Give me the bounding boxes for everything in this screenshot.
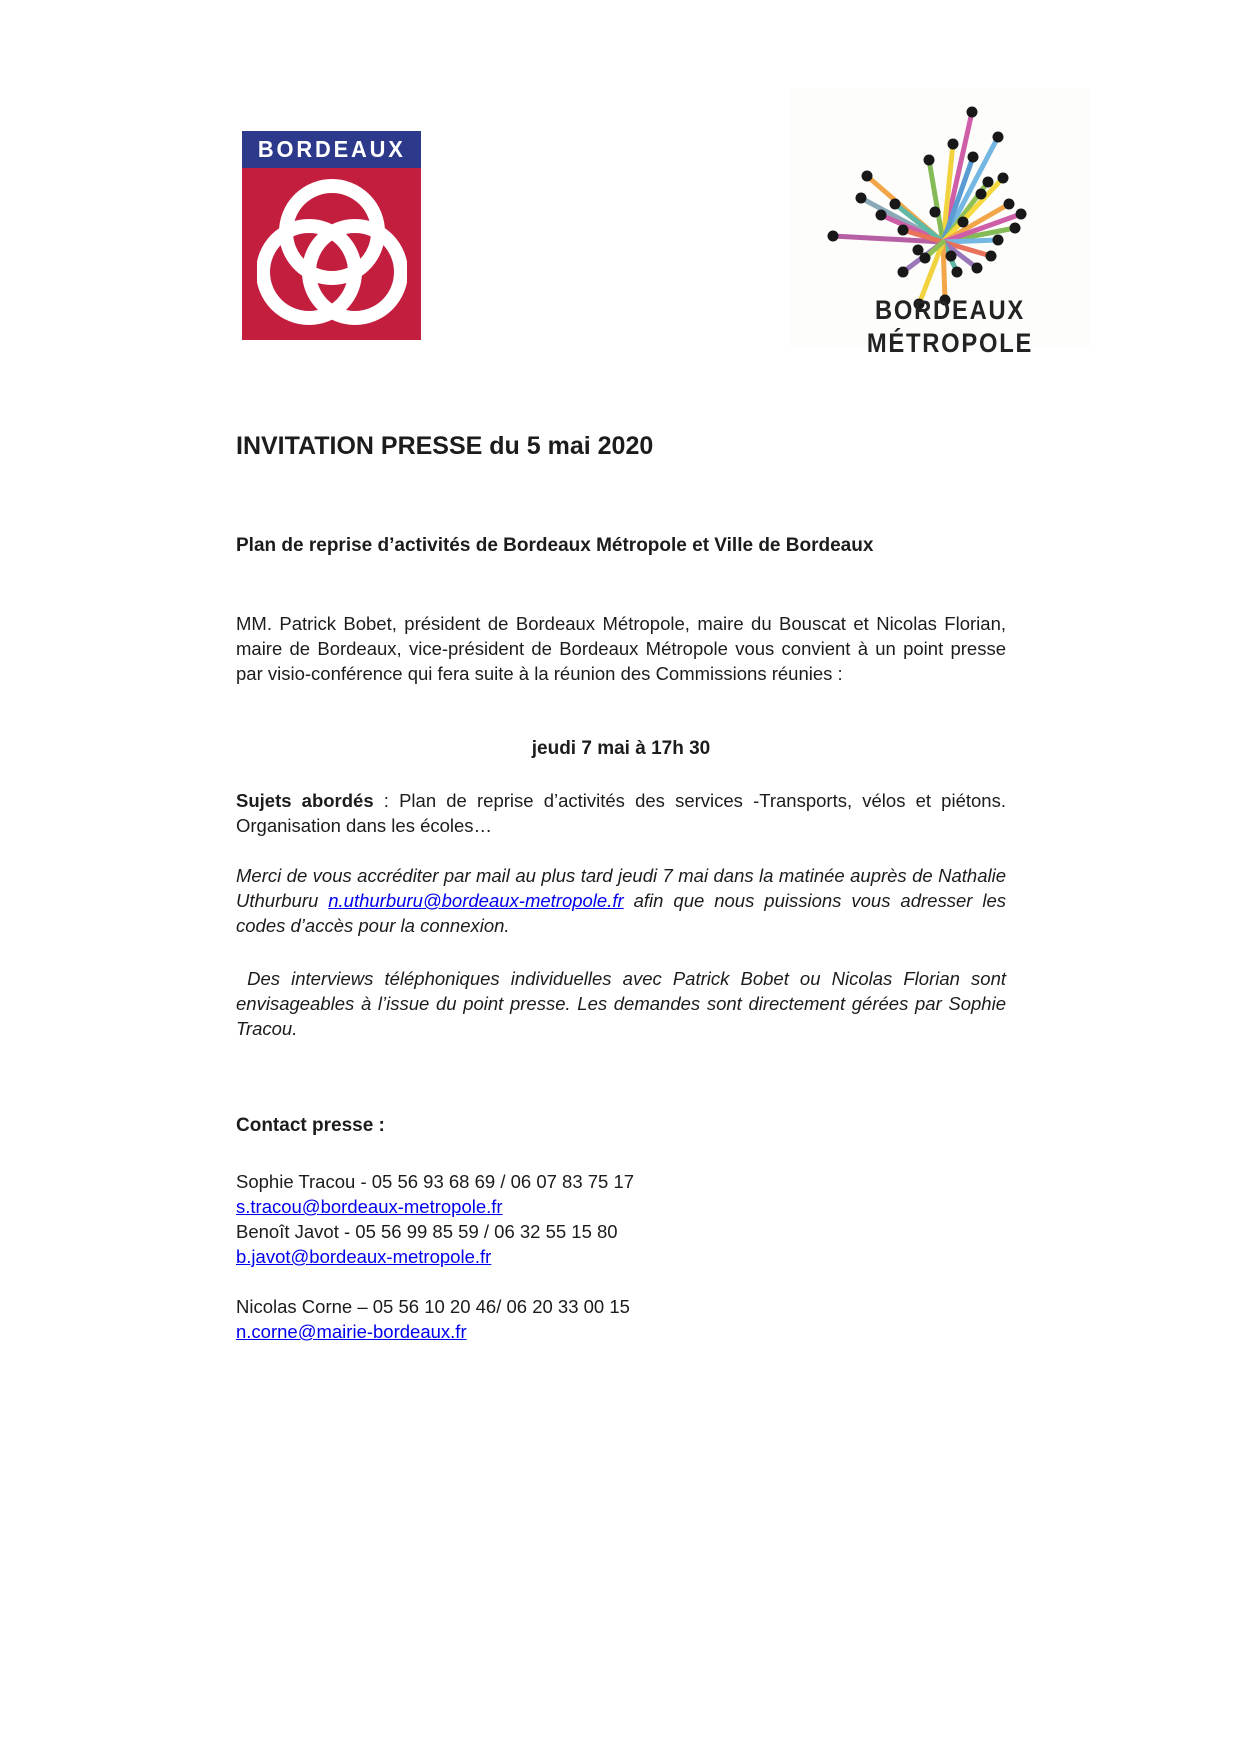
contact-email-link[interactable]: s.tracou@bordeaux-metropole.fr	[236, 1196, 503, 1217]
bordeaux-city-logo	[242, 131, 421, 340]
bordeaux-banner-label: BORDEAUX	[257, 136, 406, 162]
contact-line: Sophie Tracou - 05 56 93 68 69 / 06 07 83 75 17	[236, 1171, 635, 1192]
metropole-wordmark-line2: MÉTROPOLE	[866, 328, 1034, 358]
contact-email-link[interactable]: n.corne@mairie-bordeaux.fr	[236, 1321, 467, 1342]
metropole-wordmark	[800, 294, 1100, 360]
contact-block-secondary	[236, 1294, 1006, 1344]
event-datetime: jeudi 7 mai à 17h 30	[531, 738, 711, 759]
contact-press-heading: Contact presse :	[236, 1115, 385, 1136]
metropole-logo	[790, 88, 1090, 358]
accreditation-email-link[interactable]: n.uthurburu@bordeaux-metropole.fr	[328, 890, 624, 911]
accreditation-text-before: Merci de vous accréditer par mail au plus tard jeudi 7 mai dans la matinée auprès de Nathalie Uthurburu	[236, 865, 1006, 911]
press-invitation-title: INVITATION PRESSE du 5 mai 2020	[236, 432, 654, 460]
contact-email-link[interactable]: b.javot@bordeaux-metropole.fr	[236, 1246, 492, 1267]
bordeaux-banner	[242, 131, 421, 168]
interviews-paragraph: Des interviews téléphoniques individuelles avec Patrick Bobet ou Nicolas Florian sont envisageables à l’issue du point presse. Les demandes sont directement gérées par Sophie Tracou.	[236, 968, 1012, 1039]
triskelion-icon	[257, 176, 407, 332]
accreditation-text-after: afin que nous puissions vous adresser les codes d’accès pour la connexion.	[236, 890, 1007, 936]
contact-block-primary	[236, 1169, 1006, 1269]
starburst-icon	[790, 88, 1090, 318]
accreditation-paragraph	[236, 863, 1006, 938]
contact-line: Nicolas Corne – 05 56 10 20 46/ 06 20 33 00 15	[236, 1296, 630, 1317]
topics-paragraph	[236, 788, 1006, 838]
topics-label: Sujets abordés	[236, 790, 374, 811]
intro-paragraph: MM. Patrick Bobet, président de Bordeaux Métropole, maire du Bouscat et Nicolas Florian, maire de Bordeaux, vice-président de Bordeaux Métropole vous convient à un point presse par visio-conférence qui fera suite à la réunion des Commissions réunies :	[236, 613, 1006, 684]
topics-text: : Plan de reprise d’activités des services -Transports, vélos et piétons. Organisation dans les écoles…	[236, 790, 1006, 836]
bordeaux-logo-body	[242, 168, 421, 340]
document-subject-heading: Plan de reprise d’activités de Bordeaux Métropole et Ville de Bordeaux	[236, 535, 874, 556]
metropole-wordmark-line1: BORDEAUX	[874, 295, 1026, 325]
contact-line: Benoît Javot - 05 56 99 85 59 / 06 32 55 15 80	[236, 1221, 618, 1242]
